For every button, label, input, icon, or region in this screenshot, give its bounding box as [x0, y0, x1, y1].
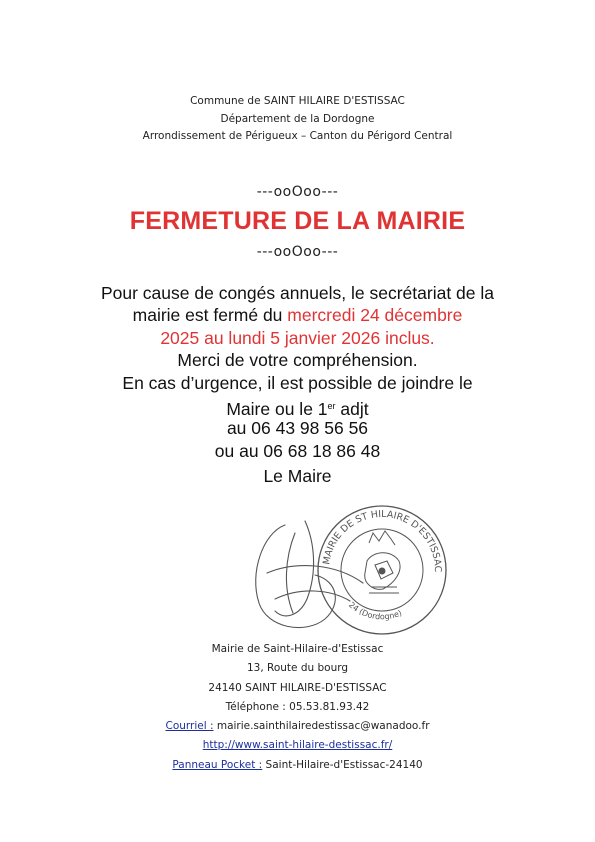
contact-superscript: er [327, 401, 336, 411]
phone-1: au 06 43 98 56 56 [226, 418, 369, 438]
contact-text-b: adjt [335, 399, 369, 419]
notice-line-1: Pour cause de congés annuels, le secrétariat de la [100, 283, 495, 303]
mayor-signature-and-seal [245, 503, 450, 643]
panneau-label: Panneau Pocket : [172, 758, 263, 771]
footer-website-line [0, 736, 595, 755]
seal-bottom-text: 24 (Dordogne) [346, 600, 404, 622]
thanks-line: Merci de votre compréhension. [177, 350, 418, 370]
footer-phone: Téléphone : 05.53.81.93.42 [225, 700, 370, 713]
closure-end-date: 2025 au lundi 5 janvier 2026 inclus. [160, 328, 435, 348]
notice-line-2 [0, 304, 595, 327]
urgency-line: En cas d’urgence, il est possible de joindre le [122, 373, 473, 393]
separator-top: ---ooOoo--- [256, 184, 339, 200]
marianne-emblem-icon [365, 531, 400, 593]
website-link[interactable]: http://www.saint-hilaire-destissac.fr/ [202, 739, 393, 752]
arrondissement-name: Arrondissement de Périgueux – Canton du Périgord Central [142, 130, 453, 142]
signature-scribble [256, 521, 363, 628]
signoff: Le Maire [263, 466, 332, 486]
footer-panneau-line [0, 756, 595, 775]
letterhead [0, 93, 595, 146]
footer-street: 13, Route du bourg [246, 662, 349, 675]
svg-text:MAIRIE DE ST HILAIRE D'ESTISSA [321, 509, 443, 573]
commune-name: Commune de SAINT HILAIRE D'ESTISSAC [190, 95, 405, 107]
departement-name: Département de la Dordogne [220, 112, 375, 125]
panneau-value: Saint-Hilaire-d'Estissac-24140 [262, 758, 423, 771]
email-address[interactable]: mairie.sainthilairedestissac@wanadoo.fr [213, 720, 430, 733]
footer-city: 24140 SAINT HILAIRE-D'ESTISSAC [208, 681, 387, 694]
closure-start-date: mercredi 24 décembre [287, 305, 463, 325]
phone-2: ou au 06 68 18 86 48 [214, 441, 381, 461]
contact-text-a: Maire ou le 1 [226, 399, 328, 419]
notice-title: FERMETURE DE LA MAIRIE [129, 207, 466, 235]
footer-mairie-name: Mairie de Saint-Hilaire-d'Estissac [211, 643, 384, 655]
footer-contact [0, 640, 595, 775]
email-label: Courriel : [165, 720, 214, 733]
notice-line-2-text: mairie est fermé du [132, 305, 288, 325]
seal-outer-text: MAIRIE DE ST HILAIRE D'ESTISSAC [321, 508, 444, 573]
footer-email-line [0, 717, 595, 736]
separator-bottom: ---ooOoo--- [256, 244, 339, 260]
